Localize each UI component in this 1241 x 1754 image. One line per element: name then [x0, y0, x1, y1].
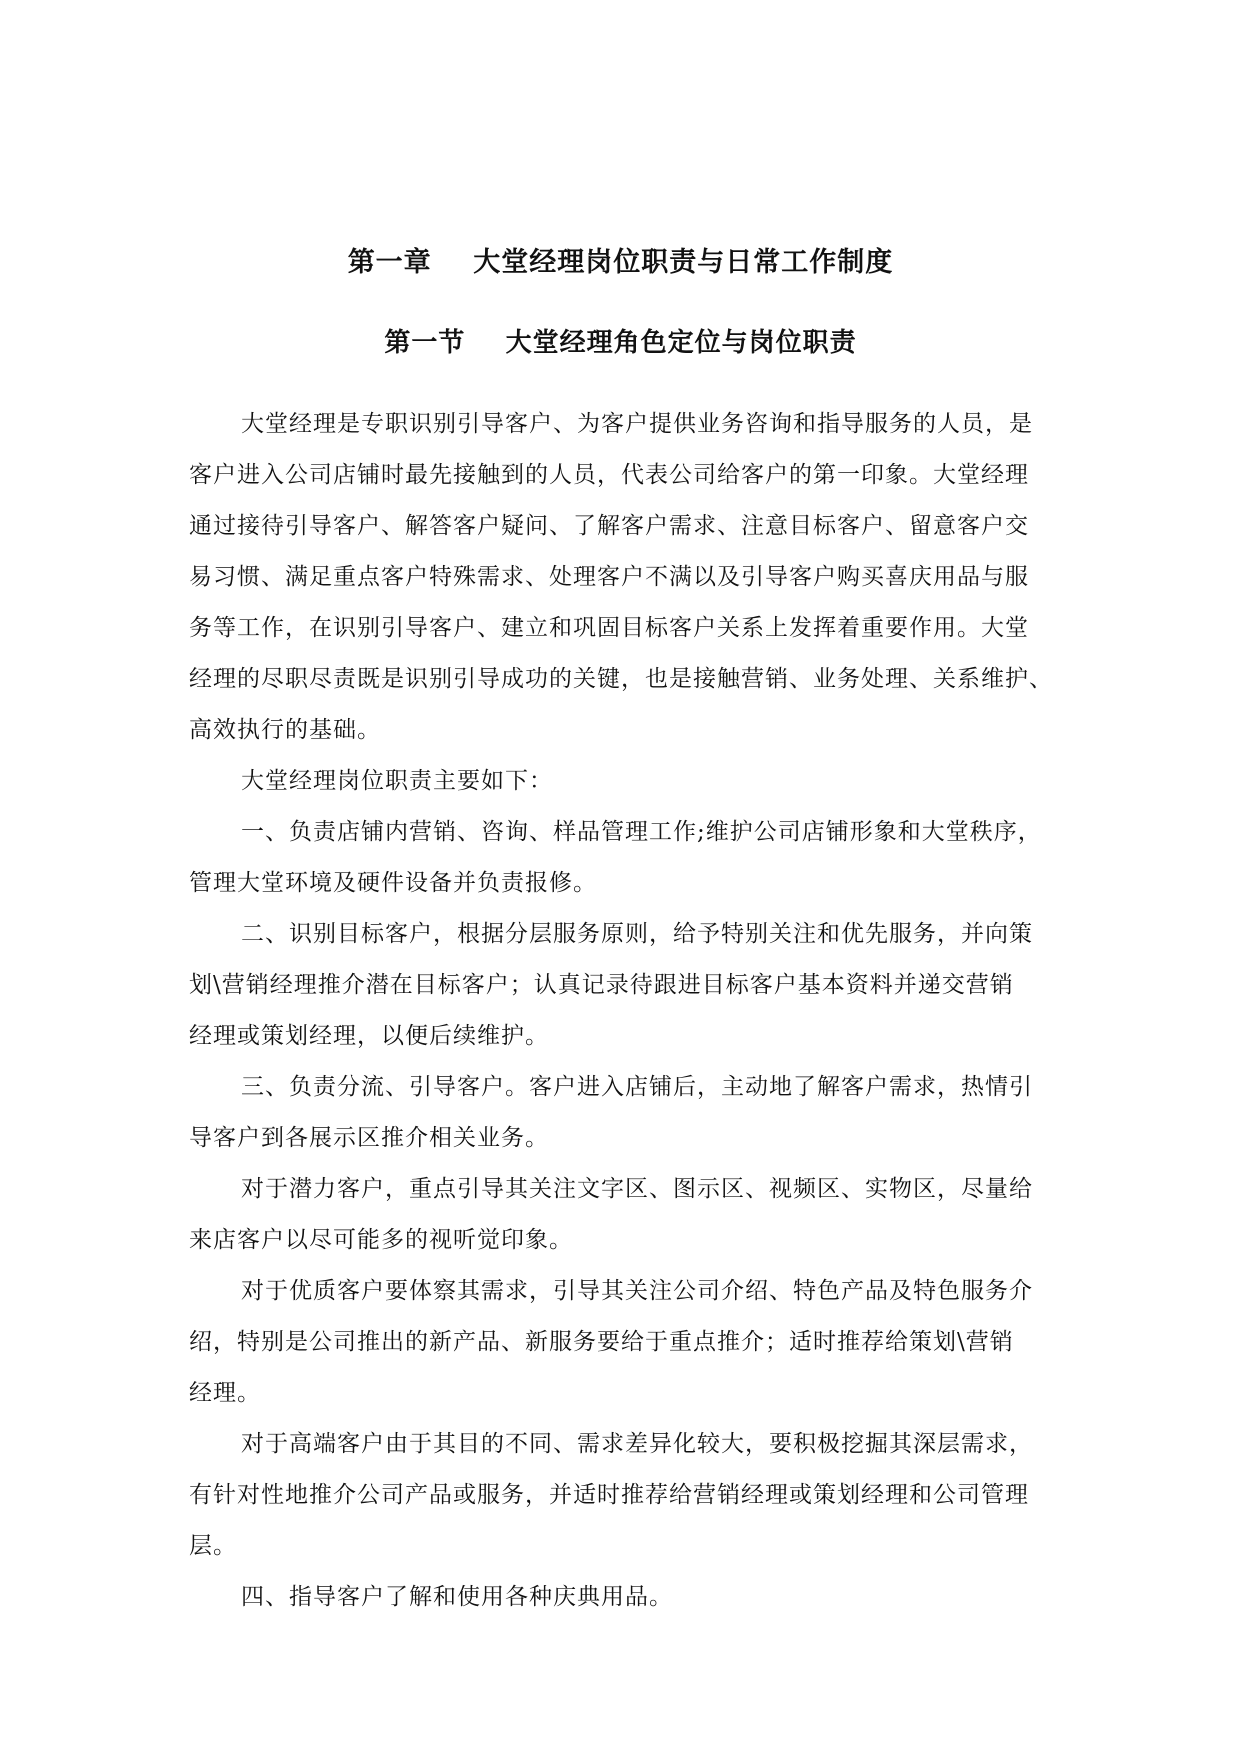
paragraph-duty-3 — [189, 1062, 1059, 1164]
text-line: 三、负责分流、引导客户。客户进入店铺后，主动地了解客户需求，热情引 — [241, 1074, 1033, 1100]
body-text — [189, 399, 1059, 1623]
text-line: 经理的尽职尽责既是识别引导成功的关键，也是接触营销、业务处理、关系维护、 — [189, 666, 1053, 692]
text-line: 大堂经理岗位职责主要如下： — [241, 768, 553, 794]
text-line: 高效执行的基础。 — [189, 717, 381, 743]
text-line: 大堂经理是专职识别引导客户、为客户提供业务咨询和指导服务的人员，是 — [241, 411, 1033, 437]
text-line: 管理大堂环境及硬件设备并负责报修。 — [189, 870, 597, 896]
paragraph-duties-intro — [189, 756, 1059, 807]
paragraph-duty-1 — [189, 807, 1059, 909]
paragraph-role-definition — [189, 399, 1059, 756]
text-line: 二、识别目标客户，根据分层服务原则，给予特别关注和优先服务，并向策 — [241, 921, 1033, 947]
text-line: 经理或策划经理，以便后续维护。 — [189, 1023, 549, 1049]
paragraph-quality-clients — [189, 1266, 1059, 1419]
text-line: 对于潜力客户，重点引导其关注文字区、图示区、视频区、实物区，尽量给 — [241, 1176, 1033, 1202]
text-line: 通过接待引导客户、解答客户疑问、了解客户需求、注意目标客户、留意客户交 — [189, 513, 1029, 539]
text-line: 一、负责店铺内营销、咨询、样品管理工作;维护公司店铺形象和大堂秩序， — [241, 819, 1042, 845]
text-line: 有针对性地推介公司产品或服务，并适时推荐给营销经理或策划经理和公司管理 — [189, 1482, 1029, 1508]
text-line: 来店客户以尽可能多的视听觉印象。 — [189, 1227, 573, 1253]
text-line: 划\营销经理推介潜在目标客户；认真记录待跟进目标客户基本资料并递交营销 — [189, 972, 1014, 998]
text-line: 层。 — [189, 1533, 237, 1559]
text-line: 客户进入公司店铺时最先接触到的人员，代表公司给客户的第一印象。大堂经理 — [189, 462, 1029, 488]
text-line: 易习惯、满足重点客户特殊需求、处理客户不满以及引导客户购买喜庆用品与服 — [189, 564, 1029, 590]
paragraph-duty-2 — [189, 909, 1059, 1062]
text-line: 四、指导客户了解和使用各种庆典用品。 — [241, 1584, 673, 1610]
chapter-title: 第一章 大堂经理岗位职责与日常工作制度 — [347, 247, 894, 278]
text-line: 务等工作，在识别引导客户、建立和巩固目标客户关系上发挥着重要作用。大堂 — [189, 615, 1029, 641]
text-line: 导客户到各展示区推介相关业务。 — [189, 1125, 549, 1151]
text-line: 经理。 — [189, 1380, 261, 1406]
paragraph-duty-4 — [189, 1572, 1059, 1623]
text-line: 对于高端客户由于其目的不同、需求差异化较大，要积极挖掘其深层需求， — [241, 1431, 1033, 1457]
text-line: 绍，特别是公司推出的新产品、新服务要给于重点推介；适时推荐给策划\营销 — [189, 1329, 1014, 1355]
paragraph-potential-clients — [189, 1164, 1059, 1266]
text-line: 对于优质客户要体察其需求，引导其关注公司介绍、特色产品及特色服务介 — [241, 1278, 1033, 1304]
paragraph-high-end-clients — [189, 1419, 1059, 1572]
section-title: 第一节 大堂经理角色定位与岗位职责 — [384, 328, 857, 358]
